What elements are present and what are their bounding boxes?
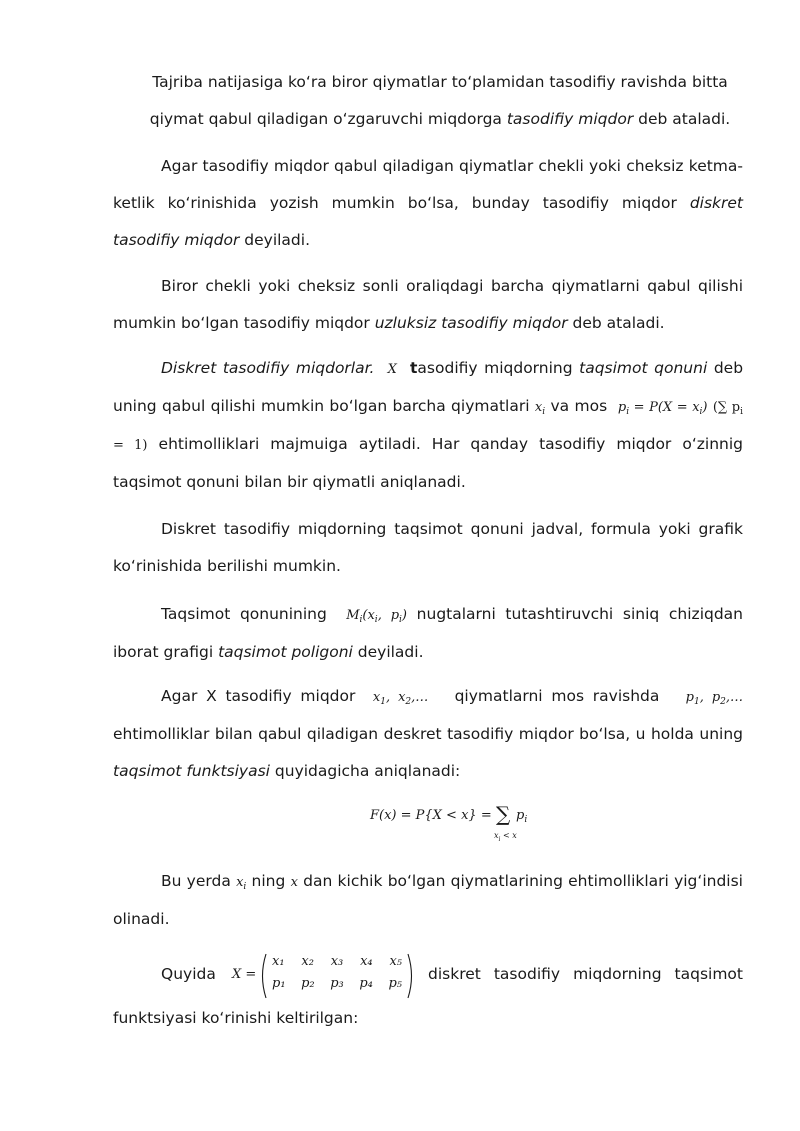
paragraph-distribution-law: Diskret tasodifiy miqdorlar. X tasodifiy miqdorning taqsimot qonuni deb uning qabul qilishi mumkin boʻlgan barcha qiymatlari $x_i$ va mos $p_i = P(X = x_i)$ (∑ $p_i = 1$) ehtimolliklari majmuiga aytiladi. Har qanday tasodifiy miqdor oʻzinnig taqsimot qonuni bilan bir qiymatli aniqlanadi. xyxy=(113,359,744,491)
definition-random-variable: Tajriba natijasiga koʻra biror qiymatlar toʻplamidan tasodifiy ravishda bitta qiymat qabul qiladigan oʻzgaruvchi miqdorga tasodifiy miqdor deb ataladi. xyxy=(149,73,731,128)
pi-formula: $p_i = P(X = x_i)$ xyxy=(617,400,708,417)
paragraph-polygon: Taqsimot qonunining $M_i(x_i$, $p_i$) nugtalarni tutashtiruvchi siniq chiziqdan iborat grafigi taqsimot poligoni deyiladi. xyxy=(113,605,743,661)
matrix-top-row xyxy=(272,954,402,969)
matrix-p-2: p₂ xyxy=(301,976,315,991)
sum-pi-equals-one: (∑ $p_i = 1$) xyxy=(113,400,743,453)
matrix-p-3: p₃ xyxy=(330,976,344,991)
matrix-caption-end: funktsiyasi koʻrinishi keltirilgan: xyxy=(113,1009,359,1027)
matrix-x-1: x₁ xyxy=(272,954,285,969)
paragraph-representation: Diskret tasodifiy miqdorning taqsimot qonuni jadval, formula yoki grafik koʻrinishida berilishi mumkin. xyxy=(113,520,743,575)
x-values: $x_1$, $x_2,\dots$ xyxy=(372,690,429,707)
matrix-lhs: X = xyxy=(232,967,257,982)
matrix-x-4: x₄ xyxy=(360,954,373,969)
paragraph-explanation: Bu yerda $x_i$ ning x dan kichik boʻlgan qiymatlarining ehtimolliklari yigʻindisi olinadi. xyxy=(113,872,743,928)
definition-continuous: Biror chekli yoki cheksiz sonli oraliqdagi barcha qiymatlarni qabul qilishi mumkin boʻlgan tasodifiy miqdor uzluksiz tasodifiy miqdor deb ataladi. xyxy=(113,277,743,332)
matrix-caption: diskret tasodifiy miqdorning taqsimot xyxy=(428,965,743,983)
matrix-bottom-row xyxy=(272,976,402,991)
matrix-x-5: x₅ xyxy=(389,954,402,969)
mi-point: $M_i(x_i$, $p_i$) xyxy=(346,608,407,625)
xi-symbol: $x_i$ xyxy=(534,400,546,417)
p-values: $p_1$, $p_2,\dots$ xyxy=(685,690,744,707)
matrix-p-4: p₄ xyxy=(359,976,373,991)
paragraph-distribution-function: Agar X tasodifiy miqdor $x_1$, $x_2,\dots$ qiymatlarni mos ravishda $p_1$, $p_2,\dots$ ehtimolliklar bilan qabul qiladigan deskret tasodifiy miqdor boʻlsa, u holda uning taqsimot funktsiyasi quyidagicha aniqlanadi: xyxy=(113,687,744,780)
distribution-function-formula: F(x) = P{X < x} = ∑ $p_i$ $x_i < x$ xyxy=(370,802,528,843)
matrix-x-3: x₃ xyxy=(330,954,344,969)
sum-limit: $x_i < x$ xyxy=(494,831,517,843)
matrix-x-2: x₂ xyxy=(301,954,314,969)
quyida-label: Quyida xyxy=(161,965,216,983)
distribution-matrix xyxy=(258,950,416,1002)
definition-discrete: Agar tasodifiy miqdor qabul qiladigan qiymatlar chekli yoki cheksiz ketma-ketlik koʻrinishida yozish mumkin boʻlsa, bunday tasodifiy miqdor diskret tasodifiy miqdor deyiladi. xyxy=(113,157,743,249)
sum-symbol: ∑ xyxy=(496,802,511,826)
matrix-p-1: p₁ xyxy=(272,976,286,991)
matrix-p-5: p₅ xyxy=(388,976,402,991)
